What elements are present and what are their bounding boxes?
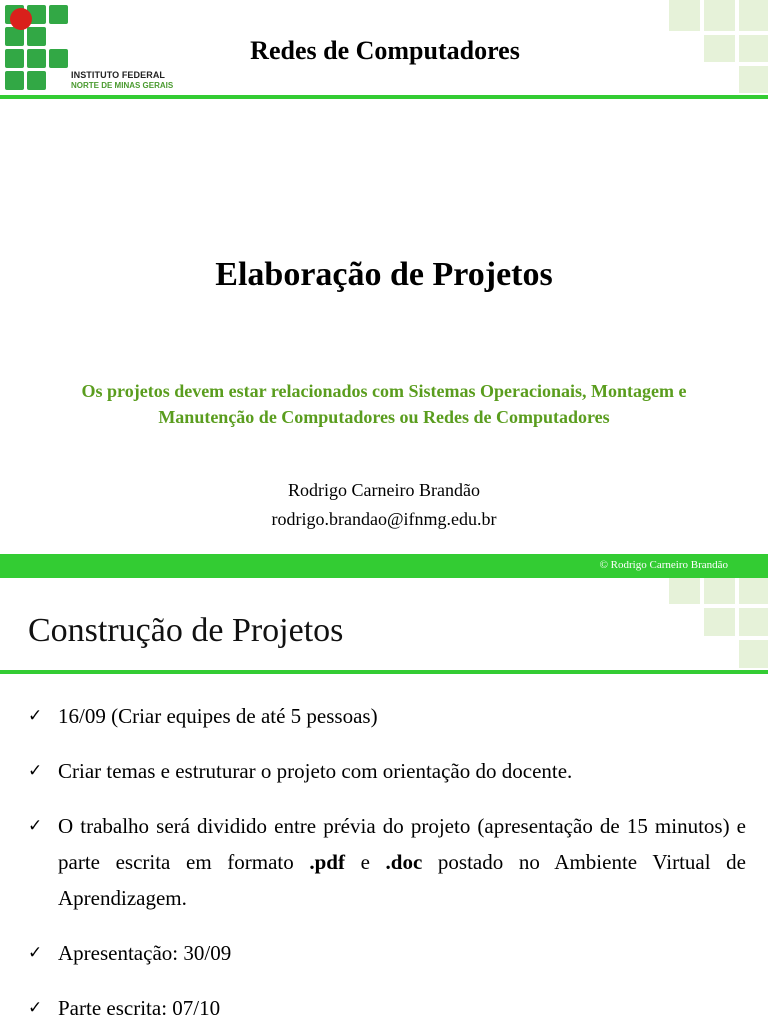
check-icon: ✓ xyxy=(28,706,43,726)
subtitle-line2: Manutenção de Computadores ou Redes de Computadores xyxy=(158,407,610,427)
decorative-square xyxy=(704,0,735,31)
bullet-list xyxy=(28,698,746,1024)
logo-line1: INSTITUTO FEDERAL xyxy=(71,70,166,80)
slide-title: Construção de Projetos xyxy=(28,612,344,649)
list-item xyxy=(28,753,746,789)
author-block xyxy=(0,476,768,534)
bullet-text-conj: e xyxy=(344,850,386,874)
author-email: rodrigo.brandao@ifnmg.edu.br xyxy=(271,509,497,529)
decorative-square xyxy=(739,35,768,62)
decorative-square xyxy=(704,608,735,636)
header-title: Redes de Computadores xyxy=(250,36,520,65)
check-icon: ✓ xyxy=(28,998,43,1018)
bullet-text: O trabalho será dividido entre prévia do projeto (apresentação de 15 minutos) e parte escrita em formato xyxy=(58,814,746,874)
subtitle-line1: Os projetos devem estar relacionados com Sistemas Operacionais, Montagem e xyxy=(81,381,687,401)
bullet-text-end: postado no Ambiente Virtual de Aprendizagem. xyxy=(58,850,746,910)
list-item xyxy=(28,808,746,916)
check-icon: ✓ xyxy=(28,761,43,781)
list-item xyxy=(28,990,746,1024)
main-title: Elaboração de Projetos xyxy=(215,256,553,293)
institution-logo xyxy=(5,5,180,91)
decorative-square xyxy=(704,578,735,604)
header-divider xyxy=(0,95,768,99)
decorative-square xyxy=(739,640,768,668)
subtitle xyxy=(20,378,748,430)
decorative-square xyxy=(704,35,735,62)
logo-line2: NORTE DE MINAS GERAIS xyxy=(71,81,174,90)
list-item xyxy=(28,698,746,734)
check-icon: ✓ xyxy=(28,943,43,963)
bullet-text: 16/09 (Criar equipes de até 5 pessoas) xyxy=(58,704,378,728)
list-item xyxy=(28,935,746,971)
bullet-text: Parte escrita: 07/10 xyxy=(58,996,221,1020)
decorative-square xyxy=(739,66,768,93)
pdf-format: .pdf xyxy=(309,850,345,874)
decorative-square xyxy=(669,578,700,604)
bullet-text: Criar temas e estruturar o projeto com orientação do docente. xyxy=(58,759,573,783)
content-slide xyxy=(0,578,768,1024)
doc-format: .doc xyxy=(385,850,423,874)
copyright-text: © Rodrigo Carneiro Brandão xyxy=(599,559,728,571)
bullet-text: Apresentação: 30/09 xyxy=(58,941,232,965)
decorative-square xyxy=(739,0,768,31)
footer-bar xyxy=(0,554,768,578)
check-icon: ✓ xyxy=(28,816,43,836)
title-divider xyxy=(0,670,768,674)
decorative-square xyxy=(739,578,768,604)
decorative-square xyxy=(669,0,700,31)
logo-red-dot-icon xyxy=(10,8,32,30)
author-name: Rodrigo Carneiro Brandão xyxy=(288,480,480,500)
decorative-square xyxy=(739,608,768,636)
